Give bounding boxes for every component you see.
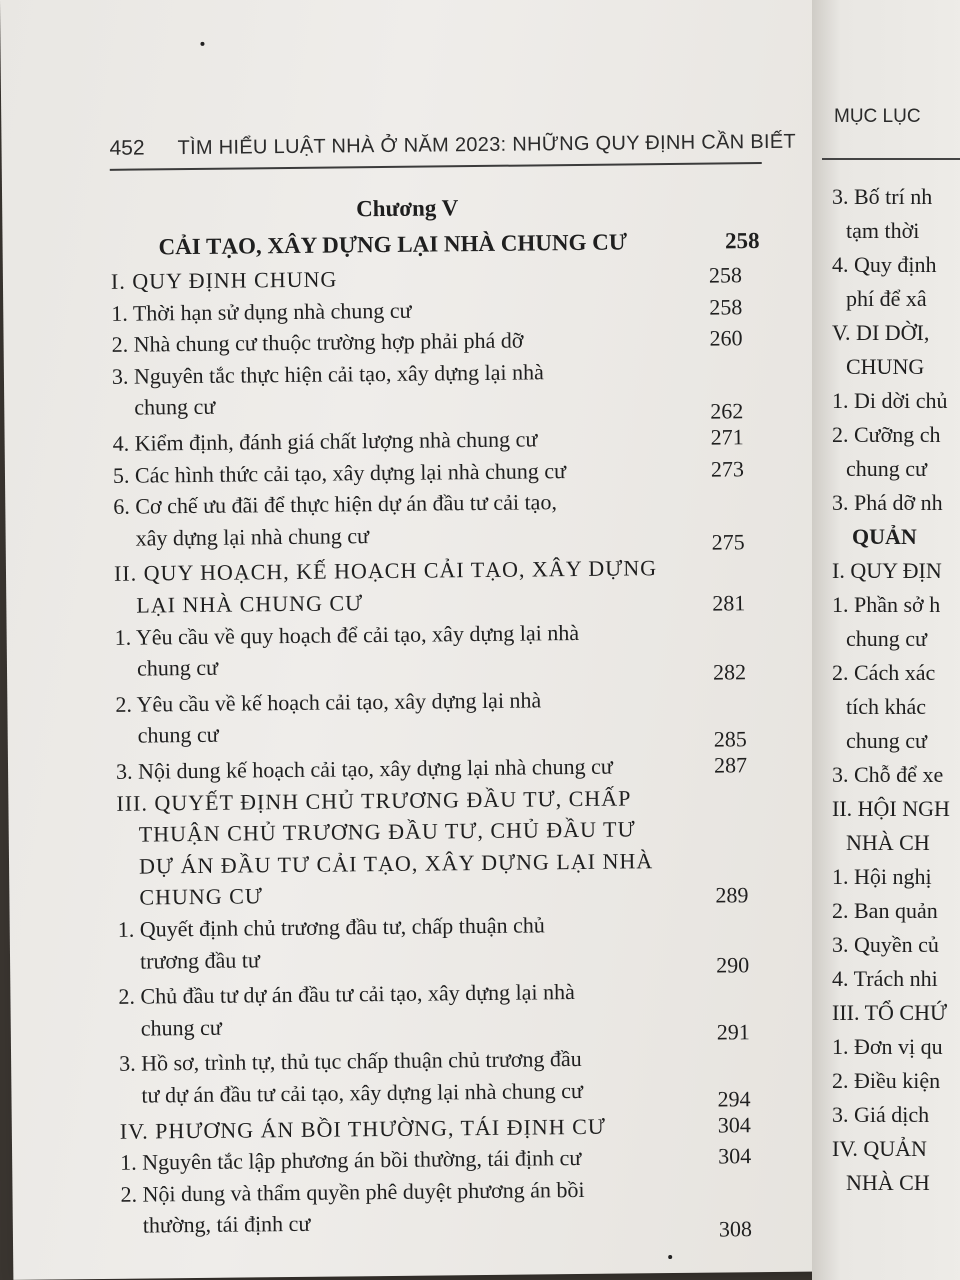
right-toc-line: tích khác — [846, 694, 927, 719]
right-toc-line: 4. Quy định — [832, 252, 937, 277]
right-toc-line: 1. Di dời chủ — [832, 388, 948, 413]
right-toc-line: tạm thời — [846, 218, 920, 243]
toc-entry-line: xây dựng lại nhà chung cư — [135, 522, 370, 551]
right-toc-line: 3. Bố trí nh — [832, 184, 933, 209]
right-toc-line: 2. Điều kiện — [832, 1068, 941, 1093]
right-toc-line: 2. Cưỡng ch — [832, 422, 941, 447]
right-page — [812, 0, 960, 1280]
toc-section-line: CHUNG CƯ — [139, 883, 263, 910]
right-toc-line: I. QUY ĐỊN — [832, 558, 942, 583]
toc-page-number: 260 — [709, 325, 743, 351]
toc-page-number: 291 — [716, 1019, 750, 1045]
right-toc-line: 1. Hội nghị — [832, 864, 932, 889]
toc-entry-line: 1. Yêu cầu về quy hoạch để cải tạo, xây dựng lại nhà — [114, 619, 580, 650]
right-toc-line: 3. Giá dịch — [832, 1102, 930, 1127]
toc-entry-line: chung cư — [136, 654, 219, 681]
right-toc-line: chung cư — [846, 456, 927, 481]
toc-entry-line: chung cư — [134, 394, 216, 421]
toc-section-line: DỰ ÁN ĐẦU TƯ CẢI TẠO, XÂY DỰNG LẠI NHÀ — [138, 848, 654, 879]
right-toc-line: 2. Cách xác — [832, 660, 936, 685]
toc-entry-line: 2. Nội dung và thẩm quyền phê duyệt phương án bồi — [120, 1176, 585, 1207]
toc-page-number: 289 — [715, 882, 749, 908]
right-toc-line: 3. Chỗ để xe — [832, 762, 944, 787]
right-toc-line: NHÀ CH — [846, 1170, 930, 1195]
toc-entry-line: 3. Nguyên tắc thực hiện cải tạo, xây dựng lại nhà — [111, 359, 544, 389]
toc-page-number: 304 — [718, 1143, 752, 1169]
toc-entry-line: 1. Nguyên tắc lập phương án bồi thường, tái định cư — [120, 1145, 582, 1175]
running-header — [109, 126, 797, 171]
right-toc-line: 2. Ban quản — [832, 898, 938, 923]
toc-entry-line: trương đầu tư — [139, 946, 260, 974]
ink-speck — [200, 42, 204, 46]
toc-page-number: 290 — [716, 951, 750, 978]
chapter-title: CẢI TẠO, XÂY DỰNG LẠI NHÀ CHUNG CƯ — [158, 229, 628, 260]
toc-entry-line: chung cư — [137, 722, 219, 748]
toc-page-number: 262 — [710, 398, 744, 424]
toc-page-number: 294 — [717, 1086, 751, 1112]
toc-entry-line: 2. Chủ đầu tư dự án đầu tư cải tạo, xây dựng lại nhà — [118, 979, 575, 1010]
toc-page-number: 273 — [710, 455, 745, 482]
right-toc-line: 3. Phá dỡ nh — [832, 490, 943, 515]
right-toc-line: III. TỔ CHỨ — [832, 1000, 948, 1025]
chapter-label: Chương V — [355, 195, 459, 222]
toc-entry-line: 3. Nội dung kế hoạch cải tạo, xây dựng lại nhà chung cư — [115, 753, 613, 784]
right-toc-line: CHUNG — [846, 354, 925, 379]
right-toc-line: V. DI DỜI, — [832, 320, 930, 345]
right-toc-line: chung cư — [846, 728, 927, 753]
toc-entry-line: tư dự án đầu tư cải tạo, xây dựng lại nhà chung cư — [141, 1077, 584, 1108]
toc-entry-line: 1. Quyết định chủ trương đầu tư, chấp thuận chủ — [117, 912, 545, 942]
ink-speck — [668, 1255, 672, 1259]
toc-entry-line: 2. Yêu cầu về kế hoạch cải tạo, xây dựng lại nhà — [115, 687, 542, 717]
right-toc-line: 1. Phần sở h — [832, 592, 941, 617]
right-toc-line: 4. Trách nhi — [832, 966, 938, 991]
toc-entry-line: thường, tái định cư — [142, 1211, 311, 1238]
toc-entry-line: 6. Cơ chế ưu đãi để thực hiện dự án đầu tư cải tạo, — [113, 489, 558, 520]
toc-page-number: 308 — [718, 1216, 753, 1242]
toc-entry-line: 2. Nhà chung cư thuộc trường hợp phải phá dỡ — [111, 327, 524, 358]
toc-entry-line: chung cư — [140, 1014, 222, 1041]
toc-page-number: 258 — [708, 262, 743, 288]
page-number: 452 — [109, 136, 145, 160]
toc-section-line: LẠI NHÀ CHUNG CƯ — [136, 590, 364, 618]
toc-page-number: 282 — [712, 659, 747, 685]
toc-section-line: II. QUY HOẠCH, KẾ HOẠCH CẢI TẠO, XÂY DỰNG — [113, 555, 658, 587]
toc-section-line: I. QUY ĐỊNH CHUNG — [110, 266, 338, 294]
toc-page-number: 258 — [709, 293, 743, 320]
chapter-page: 258 — [724, 228, 760, 254]
right-page-header: MỤC LỤC — [834, 106, 921, 127]
toc-entry-line: 1. Thời hạn sử dụng nhà chung cư — [111, 297, 412, 326]
header-rule — [822, 158, 960, 160]
toc-entry-line: 5. Các hình thức cải tạo, xây dựng lại nhà chung cư — [112, 457, 567, 488]
right-toc-line: IV. QUẢN — [832, 1136, 927, 1161]
toc-page-number: 304 — [717, 1111, 751, 1138]
book-title: TÌM HIỂU LUẬT NHÀ Ở NĂM 2023: NHỮNG QUY ĐỊNH CẦN BIẾT — [177, 130, 797, 160]
right-toc-line: 3. Quyền củ — [832, 932, 939, 957]
toc-section-line: IV. PHƯƠNG ÁN BỒI THƯỜNG, TÁI ĐỊNH CƯ — [119, 1113, 607, 1144]
chapter-title-row — [114, 228, 760, 260]
toc-page-number: 287 — [713, 752, 748, 778]
right-toc-line: QUẢN — [852, 524, 917, 549]
right-toc-line: NHÀ CH — [846, 830, 930, 855]
toc-page-number: 275 — [711, 529, 745, 555]
toc-entry-line: 4. Kiểm định, đánh giá chất lượng nhà chung cư — [112, 426, 538, 456]
toc-page-number: 281 — [712, 590, 746, 616]
right-toc-line: phí để xâ — [846, 286, 927, 311]
toc-entry-line: 3. Hồ sơ, trình tự, thủ tục chấp thuận chủ trương đầu — [119, 1046, 582, 1077]
toc-page-number: 285 — [713, 726, 747, 752]
toc-section-line: THUẬN CHỦ TRƯƠNG ĐẦU TƯ, CHỦ ĐẦU TƯ — [138, 816, 636, 847]
toc-page-number: 271 — [710, 424, 744, 450]
right-toc-line: 1. Đơn vị qu — [832, 1034, 943, 1059]
toc-section-line: III. QUYẾT ĐỊNH CHỦ TRƯƠNG ĐẦU TƯ, CHẤP — [116, 785, 632, 816]
right-toc-line: chung cư — [846, 626, 927, 651]
right-toc-line: II. HỘI NGH — [832, 796, 950, 821]
